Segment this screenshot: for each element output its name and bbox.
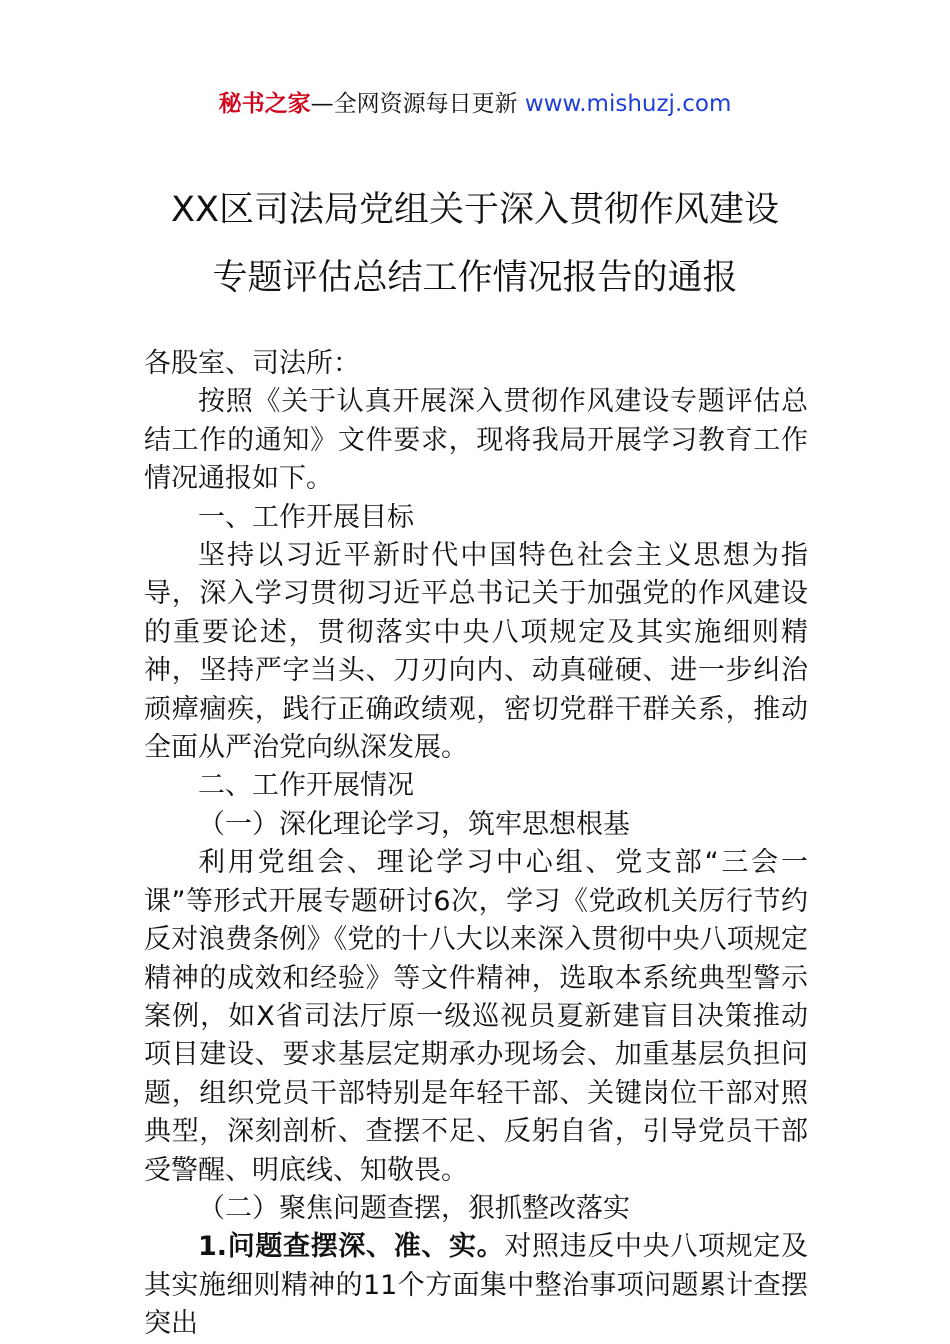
site-brand: 秘书之家: [218, 91, 311, 117]
document-body: [144, 345, 808, 1344]
site-url-link[interactable]: www.mishuzj.com: [524, 91, 732, 117]
subsection-1-paragraph: 利用党组会、理论学习中心组、党支部“三会一课”等形式开展专题研讨6次，学习《党政机关厉行节约反对浪费条例》《党的十八大以来深入贯彻中央八项规定精神的成效和经验》等文件精神，选取本系统典型警示案例，如X省司法厅原一级巡视员夏新建盲目决策推动项目建设、要求基层定期承办现场会、加重基层负担问题，组织党员干部特别是年轻干部、关键岗位干部对照典型，深刻剖析、查摆不足、反躬自省，引导党员干部受警醒、明底线、知敬畏。: [144, 847, 808, 1186]
item-1-body: 对照违反中央八项规定及其实施细则精神的11个方面集中整治事项问题累计查摆突出: [144, 1231, 809, 1340]
site-header: [0, 86, 950, 122]
section-1-paragraph: 坚持以习近平新时代中国特色社会主义思想为指导，深入学习贯彻习近平总书记关于加强党的作风建设的重要论述，贯彻落实中央八项规定及其实施细则精神，坚持严字当头、刀刃向内、动真碰硬、进一步纠治顽瘴痼疾，践行正确政绩观，密切党群干群关系，推动全面从严治党向纵深发展。: [144, 540, 808, 764]
salutation: 各股室、司法所：: [144, 348, 360, 379]
subsection-1-heading: （一）深化理论学习，筑牢思想根基: [198, 808, 630, 840]
item-1-paragraph: [144, 1228, 808, 1343]
document-title-line-2: 专题评估总结工作情况报告的通报: [212, 258, 738, 298]
document-title-line-1: XX区司法局党组关于深入贯彻作风建设: [171, 190, 779, 230]
site-slogan: —全网资源每日更新: [310, 91, 525, 117]
section-1-heading: 一、工作开展目标: [198, 501, 414, 533]
intro-paragraph: 按照《关于认真开展深入贯彻作风建设专题评估总结工作的通知》文件要求，现将我局开展学习教育工作情况通报如下。: [144, 386, 808, 495]
section-2-heading: 二、工作开展情况: [198, 770, 414, 802]
item-1-lead: 1.问题查摆深、准、实。: [198, 1231, 505, 1263]
subsection-2-heading: （二）聚焦问题查摆，狠抓整改落实: [198, 1192, 630, 1224]
